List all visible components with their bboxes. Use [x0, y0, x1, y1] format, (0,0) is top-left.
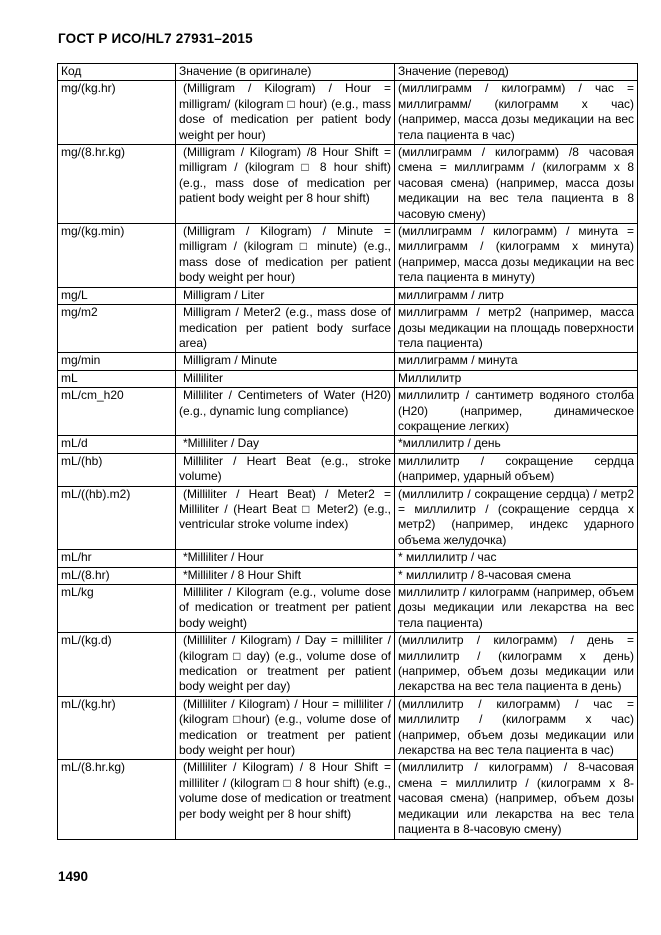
- cell-original: *Milliliter / Hour: [176, 550, 395, 567]
- cell-code: mL/(kg.d): [58, 633, 176, 697]
- cell-code: mL/(kg.hr): [58, 696, 176, 760]
- cell-code: mL/(8.hr): [58, 567, 176, 584]
- table-row: [58, 224, 638, 288]
- cell-translation: миллилитр / килограмм (например, объем дозы медикации или лекарства на вес тела пациента): [395, 585, 638, 633]
- cell-original: Milligram / Minute: [176, 353, 395, 370]
- table-row: [58, 633, 638, 697]
- page-number: 1490: [58, 869, 89, 884]
- cell-original: (Milliliter / Kilogram) / Hour = milliliter / (kilogram □hour) (e.g., volume dose of medication or treatment per patient body weight per hour): [176, 696, 395, 760]
- cell-code: mL/cm_h20: [58, 388, 176, 436]
- cell-code: mg/m2: [58, 305, 176, 353]
- cell-translation: миллилитр / сантиметр водяного столба (H20) (например, динамическое сокращение легких): [395, 388, 638, 436]
- cell-translation: Миллилитр: [395, 370, 638, 387]
- cell-original: (Milliliter / Kilogram) / 8 Hour Shift = milliliter / (kilogram □ 8 hour shift) (e.g., volume dose of medication or treatment per body weight per 8 hour shift): [176, 760, 395, 839]
- cell-code: mg/(kg.hr): [58, 81, 176, 145]
- cell-translation: (миллиграмм / килограмм) / час = миллиграмм/ (килограмм х час) (например, масса дозы медикации на вес тела пациента в час): [395, 81, 638, 145]
- table-row: [58, 353, 638, 370]
- table-body: [58, 81, 638, 839]
- cell-translation: * миллилитр / час: [395, 550, 638, 567]
- cell-code: mL: [58, 370, 176, 387]
- units-table: [57, 63, 638, 840]
- table-row: [58, 287, 638, 304]
- cell-translation: *миллилитр / день: [395, 436, 638, 453]
- cell-translation: * миллилитр / 8-часовая смена: [395, 567, 638, 584]
- table-header-row: [58, 64, 638, 81]
- cell-code: mL/(hb): [58, 453, 176, 486]
- cell-original: Milligram / Liter: [176, 287, 395, 304]
- cell-original: (Milligram / Kilogram) / Hour = milligram/ (kilogram □ hour) (e.g., mass dose of medication per patient body weight per hour): [176, 81, 395, 145]
- cell-original: *Milliliter / Day: [176, 436, 395, 453]
- cell-code: mg/min: [58, 353, 176, 370]
- cell-translation: миллиграмм / минута: [395, 353, 638, 370]
- cell-translation: (миллиграмм / килограмм) / минута = миллиграмм / (килограмм х минута) (например, масса дозы медикации на вес тела пациента в минуту): [395, 224, 638, 288]
- cell-code: mL/hr: [58, 550, 176, 567]
- cell-original: Milliliter / Kilogram (e.g., volume dose of medication or treatment per patient body weight): [176, 585, 395, 633]
- table-row: [58, 305, 638, 353]
- column-header-original: Значение (в оригинале): [176, 64, 395, 81]
- cell-translation: миллиграмм / метр2 (например, масса дозы медикации на площадь поверхности тела пациента): [395, 305, 638, 353]
- cell-code: mL/((hb).m2): [58, 486, 176, 550]
- cell-original: (Milliliter / Kilogram) / Day = milliliter / (kilogram □ day) (e.g., volume dose of medication or treatment per patient body weight per day): [176, 633, 395, 697]
- cell-translation: (миллилитр / килограмм) / день = миллилитр / (килограмм х день) (например, объем дозы медикации или лекарства на вес тела пациента в день): [395, 633, 638, 697]
- cell-translation: (миллилитр / килограмм) / 8-часовая смена = миллилитр / (килограмм х 8-часовая смена) (например, объем дозы медикации или лекарства на вес тела пациента в 8-часовую смену): [395, 760, 638, 839]
- document-title: ГОСТ Р ИСО/HL7 27931–2015: [58, 31, 253, 46]
- table-row: [58, 436, 638, 453]
- table-row: [58, 585, 638, 633]
- cell-original: *Milliliter / 8 Hour Shift: [176, 567, 395, 584]
- cell-translation: миллиграмм / литр: [395, 287, 638, 304]
- cell-code: mg/L: [58, 287, 176, 304]
- table-row: [58, 145, 638, 224]
- cell-original: Milliliter / Centimeters of Water (H20) (e.g., dynamic lung compliance): [176, 388, 395, 436]
- cell-original: (Milligram / Kilogram) / Minute = milligram / (kilogram □ minute) (e.g., mass dose of medication per patient body weight per hour): [176, 224, 395, 288]
- cell-code: mg/(8.hr.kg): [58, 145, 176, 224]
- table-header: [58, 64, 638, 81]
- cell-translation: миллилитр / сокращение сердца (например, ударный объем): [395, 453, 638, 486]
- cell-original: Milliliter: [176, 370, 395, 387]
- cell-code: mg/(kg.min): [58, 224, 176, 288]
- table-row: [58, 760, 638, 839]
- cell-translation: (миллилитр / сокращение сердца) / метр2 = миллилитр / (сокращение сердца х метр2) (например, индекс ударного объема желудочка): [395, 486, 638, 550]
- table-row: [58, 453, 638, 486]
- cell-original: Milligram / Meter2 (e.g., mass dose of medication per patient body surface area): [176, 305, 395, 353]
- table-row: [58, 370, 638, 387]
- cell-code: mL/kg: [58, 585, 176, 633]
- cell-original: (Milligram / Kilogram) /8 Hour Shift = milligram / (kilogram □ 8 hour shift) (e.g., mass dose of medication per patient body weight per 8 hour shift): [176, 145, 395, 224]
- table-row: [58, 486, 638, 550]
- cell-translation: (миллилитр / килограмм) / час = миллилитр / (килограмм х час) (например, объем дозы медикации или лекарства на вес тела пациента в час): [395, 696, 638, 760]
- table-row: [58, 696, 638, 760]
- column-header-code: Код: [58, 64, 176, 81]
- table-row: [58, 388, 638, 436]
- cell-translation: (миллиграмм / килограмм) /8 часовая смена = миллиграмм / (килограмм х 8 часовая смена) (например, масса дозы медикации на вес тела пациента в 8 часовую смену): [395, 145, 638, 224]
- cell-code: mL/(8.hr.kg): [58, 760, 176, 839]
- table-row: [58, 567, 638, 584]
- cell-original: Milliliter / Heart Beat (e.g., stroke volume): [176, 453, 395, 486]
- cell-code: mL/d: [58, 436, 176, 453]
- cell-original: (Milliliter / Heart Beat) / Meter2 = Milliliter / (Heart Beat □ Meter2) (e.g., ventricular stroke volume index): [176, 486, 395, 550]
- column-header-translation: Значение (перевод): [395, 64, 638, 81]
- table-row: [58, 550, 638, 567]
- table-row: [58, 81, 638, 145]
